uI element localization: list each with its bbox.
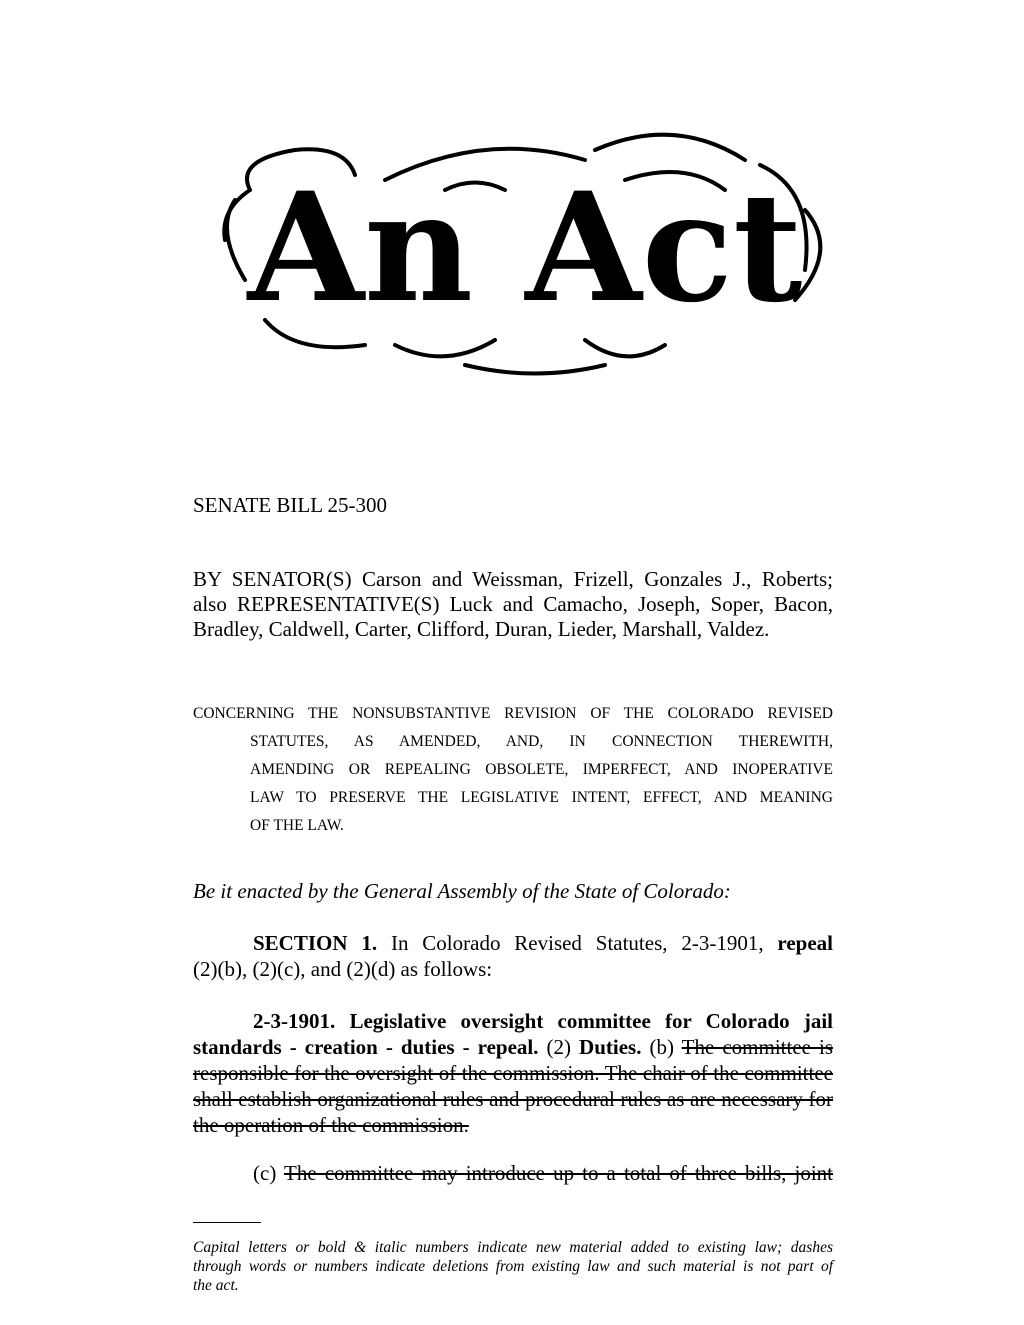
deleted-text: the operation of the commission.: [193, 1113, 469, 1137]
statute-title: Legislative oversight committee for Colorado jail: [349, 1009, 834, 1033]
subsection-title: Duties.: [579, 1035, 642, 1059]
flourish-bottom-2: [465, 365, 605, 374]
deleted-text: The committee may introduce up to a total of three bills, joint: [284, 1161, 833, 1185]
concerning-line: OF THE LAW.: [250, 817, 344, 834]
concerning-line: CONCERNING THE NONSUBSTANTIVE REVISION OF THE COLORADO REVISED: [193, 705, 833, 722]
flourish-bottom-3: [585, 340, 665, 356]
paragraph-c: [193, 1160, 833, 1186]
concerning-clause: [193, 700, 833, 840]
footnote-divider: [193, 1222, 261, 1223]
section-1: [193, 930, 833, 982]
footnote-line: the act.: [193, 1277, 239, 1294]
statute-text: [193, 1008, 833, 1138]
statute-title-line: [193, 1008, 833, 1034]
section-text: In Colorado Revised Statutes, 2-3-1901,: [390, 931, 764, 955]
statute-line: [193, 1034, 833, 1060]
an-act-flourish: [205, 120, 845, 395]
footnote-line: Capital letters or bold & italic numbers indicate new material added to existing law; dashes: [193, 1239, 833, 1256]
sponsors-line: also REPRESENTATIVE(S) Luck and Camacho, Joseph, Soper, Bacon,: [193, 592, 833, 616]
section-text-continued: (2)(b), (2)(c), and (2)(d) as follows:: [193, 957, 493, 981]
repeal-keyword: repeal: [777, 931, 834, 955]
statute-number: 2-3-1901.: [253, 1009, 336, 1033]
concerning-line: LAW TO PRESERVE THE LEGISLATIVE INTENT, EFFECT, AND MEANING: [250, 789, 833, 806]
enacting-clause: Be it enacted by the General Assembly of the State of Colorado:: [193, 879, 731, 903]
paragraph-c-line: [193, 1160, 833, 1186]
sponsors-line: BY SENATOR(S) Carson and Weissman, Frizell, Gonzales J., Roberts;: [193, 567, 833, 591]
statute-title-cont: standards - creation - duties - repeal.: [193, 1035, 539, 1059]
deleted-text: shall establish organizational rules and procedural rules as are necessary for: [193, 1087, 833, 1111]
deleted-text: responsible for the oversight of the commission. The chair of the committee: [193, 1061, 833, 1085]
flourish-bottom-1: [395, 340, 495, 356]
section-heading: SECTION 1.: [253, 931, 378, 955]
footnote-line: through words or numbers indicate deletions from existing law and such material is not part of: [193, 1258, 833, 1275]
sponsors: [193, 567, 833, 642]
footnote: [193, 1238, 833, 1295]
section-1-line: [193, 930, 833, 956]
paragraph-c-label: (c): [253, 1161, 277, 1185]
subsection-number: (2): [546, 1035, 572, 1059]
concerning-line: AMENDING OR REPEALING OBSOLETE, IMPERFECT, AND INOPERATIVE: [250, 761, 833, 778]
sponsors-line: Bradley, Caldwell, Carter, Clifford, Duran, Lieder, Marshall, Valdez.: [193, 617, 770, 641]
flourish-top-right: [595, 135, 745, 160]
an-act-header-art: [205, 120, 845, 395]
an-act-title: An Act: [247, 160, 803, 336]
concerning-line: STATUTES, AS AMENDED, AND, IN CONNECTION THEREWITH,: [250, 733, 833, 750]
deleted-text: The committee is: [681, 1035, 834, 1059]
paragraph-b-label: (b): [649, 1035, 674, 1059]
bill-number: SENATE BILL 25-300: [193, 493, 388, 517]
